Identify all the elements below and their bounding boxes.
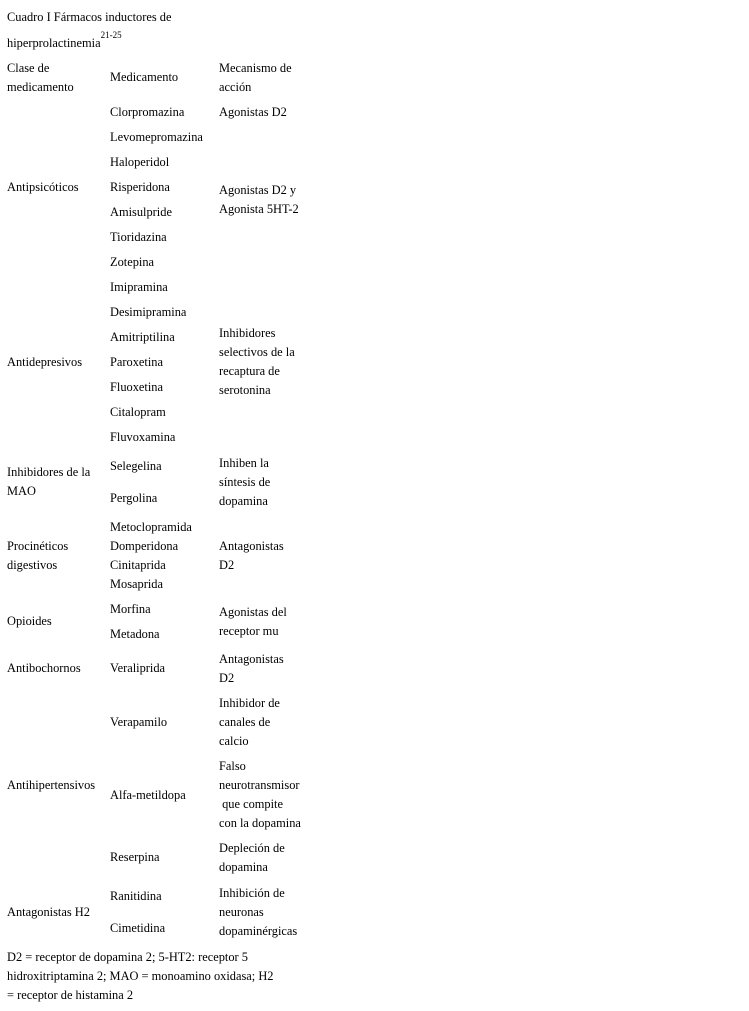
drug-metoclopramida: Metoclopramida bbox=[110, 520, 192, 534]
mechanism-antibochornos-line-1: Antagonistas bbox=[219, 652, 284, 666]
drug-tioridazina: Tioridazina bbox=[110, 230, 167, 244]
footnote-line-1: D2 = receptor de dopamina 2; 5-HT2: receptor 5 bbox=[7, 950, 248, 964]
drug-risperidona: Risperidona bbox=[110, 180, 170, 194]
mechanism-antibochornos-line-2: D2 bbox=[219, 671, 235, 685]
drug-fluvoxamina: Fluvoxamina bbox=[110, 430, 176, 444]
drug-amitriptilina: Amitriptilina bbox=[110, 330, 175, 344]
drug-levomepromazina: Levomepromazina bbox=[110, 130, 203, 144]
mechanism-procineticos-line-2: D2 bbox=[219, 558, 235, 572]
drug-selegelina: Selegelina bbox=[110, 459, 162, 473]
drug-amisulpride: Amisulpride bbox=[110, 205, 172, 219]
mechanism-reserpina-line-1: Depleción de bbox=[219, 841, 285, 855]
drug-alfa-metildopa: Alfa-metildopa bbox=[110, 788, 186, 802]
drug-domperidona: Domperidona bbox=[110, 539, 179, 553]
mechanism-h2-line-2: neuronas bbox=[219, 905, 264, 919]
mechanism-reserpina-line-2: dopamina bbox=[219, 860, 268, 874]
class-antipsicoticos: Antipsicóticos bbox=[7, 180, 79, 194]
table-caption-text: hiperprolactinemia bbox=[7, 36, 101, 50]
mechanism-agonistas-d2: Agonistas D2 bbox=[219, 105, 287, 119]
table-caption-line-2 bbox=[7, 30, 122, 53]
drug-citalopram: Citalopram bbox=[110, 405, 166, 419]
drug-imipramina: Imipramina bbox=[110, 280, 168, 294]
mechanism-agonistas-d2-5ht2-line-2: Agonista 5HT-2 bbox=[219, 202, 299, 216]
drug-cimetidina: Cimetidina bbox=[110, 921, 166, 935]
drug-pergolina: Pergolina bbox=[110, 491, 158, 505]
drug-veraliprida: Veraliprida bbox=[110, 661, 166, 675]
class-antidepresivos: Antidepresivos bbox=[7, 355, 83, 369]
mechanism-isrs-line-3: recaptura de bbox=[219, 364, 280, 378]
mechanism-agonistas-d2-5ht2-line-1: Agonistas D2 y bbox=[219, 183, 297, 197]
drug-clorpromazina: Clorpromazina bbox=[110, 105, 185, 119]
drug-paroxetina: Paroxetina bbox=[110, 355, 163, 369]
mechanism-metildopa-line-1: Falso bbox=[219, 759, 246, 773]
header-drug: Medicamento bbox=[110, 70, 179, 84]
class-procineticos-line-2: digestivos bbox=[7, 558, 58, 572]
mechanism-metildopa-line-2: neurotransmisor bbox=[219, 778, 300, 792]
drug-fluoxetina: Fluoxetina bbox=[110, 380, 163, 394]
mechanism-imao-line-3: dopamina bbox=[219, 494, 268, 508]
drug-mosaprida: Mosaprida bbox=[110, 577, 163, 591]
caption-references: 21-25 bbox=[100, 30, 122, 40]
drug-haloperidol: Haloperidol bbox=[110, 155, 170, 169]
drug-cinitaprida: Cinitaprida bbox=[110, 558, 166, 572]
mechanism-isrs-line-4: serotonina bbox=[219, 383, 271, 397]
drug-morfina: Morfina bbox=[110, 602, 151, 616]
drug-zotepina: Zotepina bbox=[110, 255, 155, 269]
footnote-line-2: hidroxitriptamina 2; MAO = monoamino oxidasa; H2 bbox=[7, 969, 274, 983]
class-antibochornos: Antibochornos bbox=[7, 661, 81, 675]
class-imao-line-2: MAO bbox=[7, 484, 36, 498]
class-antihipertensivos: Antihipertensivos bbox=[7, 778, 96, 792]
mechanism-h2-line-3: dopaminérgicas bbox=[219, 924, 298, 938]
header-mechanism-line-2: acción bbox=[219, 80, 252, 94]
mechanism-procineticos-line-1: Antagonistas bbox=[219, 539, 284, 553]
drug-verapamilo: Verapamilo bbox=[110, 715, 168, 729]
footnote-line-3: = receptor de histamina 2 bbox=[7, 988, 134, 1002]
header-class-line-2: medicamento bbox=[7, 80, 74, 94]
mechanism-opioides-line-1: Agonistas del bbox=[219, 605, 287, 619]
table-caption-line-1: Cuadro I Fármacos inductores de bbox=[7, 10, 172, 24]
mechanism-imao-line-1: Inhiben la bbox=[219, 456, 269, 470]
header-mechanism-line-1: Mecanismo de bbox=[219, 61, 292, 75]
drug-ranitidina: Ranitidina bbox=[110, 889, 162, 903]
mechanism-imao-line-2: síntesis de bbox=[219, 475, 271, 489]
mechanism-verapamilo-line-2: canales de bbox=[219, 715, 271, 729]
drug-reserpina: Reserpina bbox=[110, 850, 160, 864]
mechanism-metildopa-line-4: con la dopamina bbox=[219, 816, 301, 830]
class-antagonistas-h2: Antagonistas H2 bbox=[7, 905, 90, 919]
drug-desimipramina: Desimipramina bbox=[110, 305, 187, 319]
mechanism-isrs-line-1: Inhibidores bbox=[219, 326, 276, 340]
mechanism-h2-line-1: Inhibición de bbox=[219, 886, 285, 900]
mechanism-opioides-line-2: receptor mu bbox=[219, 624, 279, 638]
mechanism-verapamilo-line-1: Inhibidor de bbox=[219, 696, 280, 710]
mechanism-isrs-line-2: selectivos de la bbox=[219, 345, 295, 359]
class-opioides: Opioides bbox=[7, 614, 52, 628]
header-class-line-1: Clase de bbox=[7, 61, 50, 75]
class-imao-line-1: Inhibidores de la bbox=[7, 465, 91, 479]
mechanism-metildopa-line-3: que compite bbox=[219, 797, 283, 811]
class-procineticos-line-1: Procinéticos bbox=[7, 539, 69, 553]
mechanism-verapamilo-line-3: calcio bbox=[219, 734, 249, 748]
drug-metadona: Metadona bbox=[110, 627, 160, 641]
